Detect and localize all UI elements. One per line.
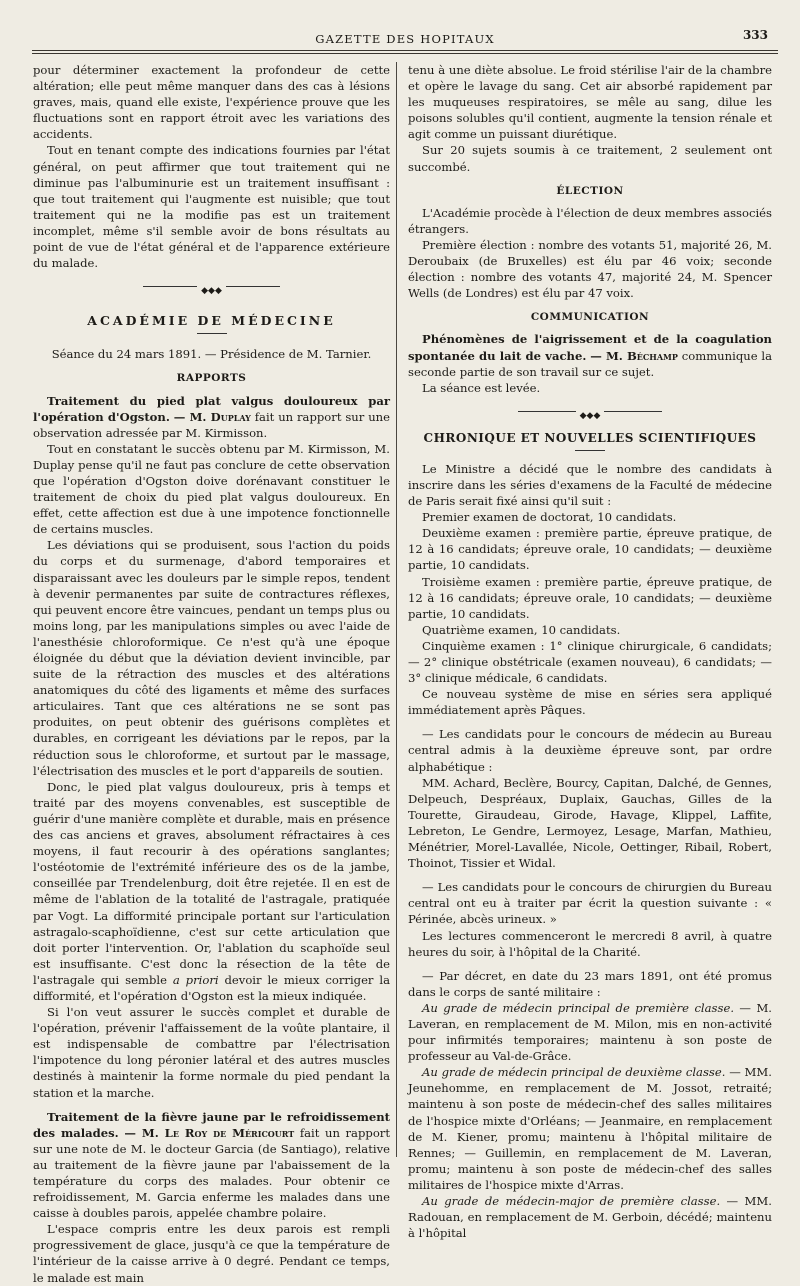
report-author: — M. Duplay — [173, 409, 251, 424]
paragraph: Cinquième examen : 1° clinique chirurgicale, 6 candidats; — 2° clinique obstétricale (examen nouveau), 6 candidats; — 3° clinique médicale, 6 candidats. — [408, 638, 772, 686]
column-divider — [396, 62, 397, 1157]
paragraph: La séance est levée. — [422, 380, 541, 395]
communication-text: communique la seconde partie de son travail sur ce sujet. — [408, 348, 773, 379]
session-line: Séance du 24 mars 1891. — Présidence de M. Tarnier. — [51, 347, 372, 362]
masthead — [30, 28, 780, 50]
subsection-title-communication: COMMUNICATION — [530, 311, 650, 324]
report-text: fait un rapport sur une observation adressée par M. Kirmisson. — [33, 409, 390, 440]
paragraph: Tout en tenant compte des indications fournies par l'état général, on peut affirmer que tout traitement qui ne diminue pas l'albuminurie est un traitement insuffisant : que tout traitement qui l'augmente est nuisible; que tout traitement qui ne la modifie pas est un traitement incomplet, même s'il semble avoir de bons résultats au point de vue de l'état général et de l'apparence extérieure du malade. — [33, 143, 390, 271]
paragraph-text: Donc, le pied plat valgus douloureux, pris à temps et traité par des moyens convenables, est susceptible de guérir d'une manière complète et durable, mais en présence des cas anciens et graves, absolument réfractaires à ces moyens, il faut recourir à des opérations sanglantes; l'ostéotomie de l'extrémité inférieure des os de la jambe, conseillée par Trendelenburg, doit être rejetée. Il en est de même de l'ablation de la totalité de l'astragale, pratiquée par Vogt. La difformité principale portant sur l'articulation astragalo-scaphoïdienne, c'est sur cette articulation que doit porter l'intervention. Or, l'ablation du scaphoïde seul est insuffisante. C'est donc la résection de la tête de l'astragale qui semble — [33, 779, 390, 987]
paragraph: Tout en constatant le succès obtenu par M. Kirmisson, M. Duplay pense qu'il ne faut pas conclure de cette observation que l'opération d'Ogston doive dorénavant constituer le traitement de choix du pied plat valgus douloureux. En effet, cette affection est due à une impotence fonctionnelle de certains muscles. — [33, 441, 390, 537]
paragraph: Les lectures commenceront le mercredi 8 avril, à quatre heures du soir, à l'hôpital de la Charité. — [408, 928, 772, 959]
paragraph: Première élection : nombre des votants 51, majorité 26, M. Deroubaix (de Bruxelles) est élu par 46 voix; seconde élection : nombre des votants 47, majorité 24, M. Spencer Wells (de Londres) est élu par 47 voix. — [408, 237, 772, 301]
paragraph: Le Ministre a décidé que le nombre des candidats à inscrire dans les séries d'examens de la Faculté de médecine de Paris serait fixé ainsi qu'il suit : — [408, 461, 772, 509]
communication-author: — M. Béchamp — [590, 348, 678, 363]
paragraph-text: — M. Laveran, en remplacement de M. Milon, mis en non-activité pour infirmités temporaires; maintenu à son poste de professeur au Val-de-Grâce. — [408, 1000, 772, 1064]
paragraph — [408, 1000, 772, 1064]
paragraph — [408, 1064, 772, 1193]
section-title-academie: ACADÉMIE DE MÉDECINE — [87, 313, 336, 329]
paragraph: Premier examen de doctorat, 10 candidats. — [422, 510, 677, 525]
paragraph: L'Académie procède à l'élection de deux membres associés étrangers. — [408, 205, 772, 236]
communication-paragraph — [408, 331, 772, 379]
paragraph: — Par décret, en date du 23 mars 1891, ont été promus dans le corps de santé militaire : — [408, 968, 772, 999]
section-ornament: ◆◆◆ — [33, 281, 390, 291]
report-title: Traitement de la fièvre jaune par le refroidissement des malades. — [33, 1109, 390, 1140]
header-rule — [32, 50, 778, 51]
paragraph: — Les candidats pour le concours de médecin au Bureau central admis à la deuxième épreuve sont, par ordre alphabétique : — [408, 727, 772, 774]
paragraph: Troisième examen : première partie, épreuve pratique, de 12 à 16 candidats; épreuve orale, 10 candidats; — deuxième partie, 10 candidats. — [408, 574, 772, 621]
paragraph: tenu à une diète absolue. Le froid stérilise l'air de la chambre et opère le lavage du sang. Cet air absorbé rapidement par les muqueuses respiratoires, se mêle au sang, dilue les poisons solubles qu'il contient, augmente la tension rénale et agit comme un puissant diurétique. — [408, 63, 772, 142]
report-author: — M. Le Roy de Méricourt — [124, 1125, 295, 1140]
italic-phrase: Au grade de médecin principal de deuxième classe. — [422, 1065, 726, 1080]
italic-phrase: Au grade de médecin-major de première classe. — [422, 1194, 721, 1208]
paragraph: Si l'on veut assurer le succès complet et durable de l'opération, prévenir l'affaissement de la voûte plantaire, il est indispensable de combattre par l'électrisation l'impotence du long péronier latéral et des autres muscles destinés à maintenir la forme normale du pied pendant la station et la marche. — [33, 1005, 390, 1100]
paragraph — [33, 779, 390, 1004]
report-paragraph — [33, 1109, 390, 1222]
paragraph: Quatrième examen, 10 candidats. — [422, 622, 621, 637]
subsection-title-election: ÉLECTION — [556, 184, 624, 197]
section-ornament: ◆◆◆ — [408, 406, 772, 416]
paragraph-text: devoir le mieux corriger la difformité, et l'opération d'Ogston est la mieux indiquée. — [33, 972, 390, 1003]
paragraph: Les déviations qui se produisent, sous l'action du poids du corps et du surmenage, d'abord temporaires et disparaissant avec les douleurs par le simple repos, tendent à devenir permanentes par suite de contractures réflexes, qui peuvent encore être vaincues, pendant un temps plus ou moins long, par les manipulations simples ou avec l'aide de l'anesthésie chloroformique. Ce n'est qu'à une époque éloignée du début que la déviation devient invincible, par suite de la rétraction des muscles et des altérations anatomiques du côté des ligaments et même des surfaces articulaires. Tant que ces altérations ne se sont pas produites, on peut obtenir des guérisons complètes et durables, en corrigeant les déviations par le repos, par la réduction sous le chloroforme, et surtout par le massage, l'électrisation des muscles et le port d'appareils de soutien. — [33, 538, 390, 778]
right-column — [408, 62, 772, 1241]
italic-phrase: Au grade de médecin principal de première classe. — [422, 1000, 735, 1015]
publication-title: GAZETTE DES HOPITAUX — [315, 32, 495, 46]
paragraph-text: — MM. Radouan, en remplacement de M. Gerboin, décédé; maintenu à l'hôpital — [408, 1194, 772, 1241]
communication-title: Phénomènes de l'aigrissement et de la coagulation spontanée du lait de vache. — [408, 332, 772, 363]
paragraph-text: — MM. Jeunehomme, en remplacement de M. Jossot, retraité; maintenu à son poste de médecin-chef des salles militaires de l'hospice mixte d'Orléans; — Jeanmaire, en remplacement de M. Kiener, promu; maintenu à l'hôpital militaire de Rennes; — Guillemin, en remplacement de M. Laveran, promu; maintenu à son poste de médecin-chef des salles militaires de l'hospice mixte d'Arras. — [408, 1065, 772, 1192]
page-number: 333 — [742, 28, 768, 42]
header-rule-double — [32, 53, 778, 54]
section-title-chronique: CHRONIQUE ET NOUVELLES SCIENTIFIQUES — [423, 430, 757, 445]
left-column — [33, 62, 390, 1286]
paragraph: — Les candidats pour le concours de chirurgien du Bureau central ont eu à traiter par écrit la question suivante : « Périnée, abcès urineux. » — [408, 880, 772, 927]
title-underline — [197, 333, 227, 334]
title-underline — [575, 450, 605, 451]
paragraph: pour déterminer exactement la profondeur de cette altération; elle peut même manquer dans des cas à lésions graves, mais, quand elle existe, l'expérience prouve que les fluctuations sont en rapport étroit avec les variations des accidents. — [33, 63, 390, 142]
paragraph: MM. Achard, Beclère, Bourcy, Capitan, Dalché, de Gennes, Delpeuch, Despréaux, Duplaix, Gauchas, Gilles de la Tourette, Giraudeau, Girode, Havage, Klippel, Laffite, Lebreton, Le Gendre, Lermoyez, Lesage, Marfan, Mathieu, Ménétrier, Morel-Lavallée, Nicole, Oettinger, Ribail, Robert, Thoinot, Tissier et Widal. — [408, 775, 772, 871]
paragraph: Deuxième examen : première partie, épreuve pratique, de 12 à 16 candidats; épreuve orale, 10 candidats; — deuxième partie, 10 candidats. — [408, 526, 772, 573]
italic-phrase: a priori — [172, 972, 219, 987]
paragraph: L'espace compris entre les deux parois est rempli progressivement de glace, jusqu'à ce que la température de l'intérieur de la caisse arrive à 0 degré. Pendant ce temps, le malade est main — [33, 1222, 390, 1285]
paragraph: Sur 20 sujets soumis à ce traitement, 2 seulement ont succombé. — [408, 143, 772, 174]
report-title: Traitement du pied plat valgus douloureux par l'opération d'Ogston. — [33, 393, 390, 424]
paragraph — [408, 1193, 772, 1241]
subsection-title-rapports: RAPPORTS — [176, 372, 247, 385]
report-text: fait un rapport sur une note de M. le docteur Garcia (de Santiago), relative au traitement de la fièvre jaune par l'abaissement de la température du corps des malades. Pour obtenir ce refroidissement, M. Garcia enferme les malades dans une caisse à doubles parois, appelée chambre polaire. — [33, 1125, 390, 1221]
report-paragraph — [33, 393, 390, 441]
paragraph: Ce nouveau système de mise en séries sera appliqué immédiatement après Pâques. — [408, 687, 772, 718]
